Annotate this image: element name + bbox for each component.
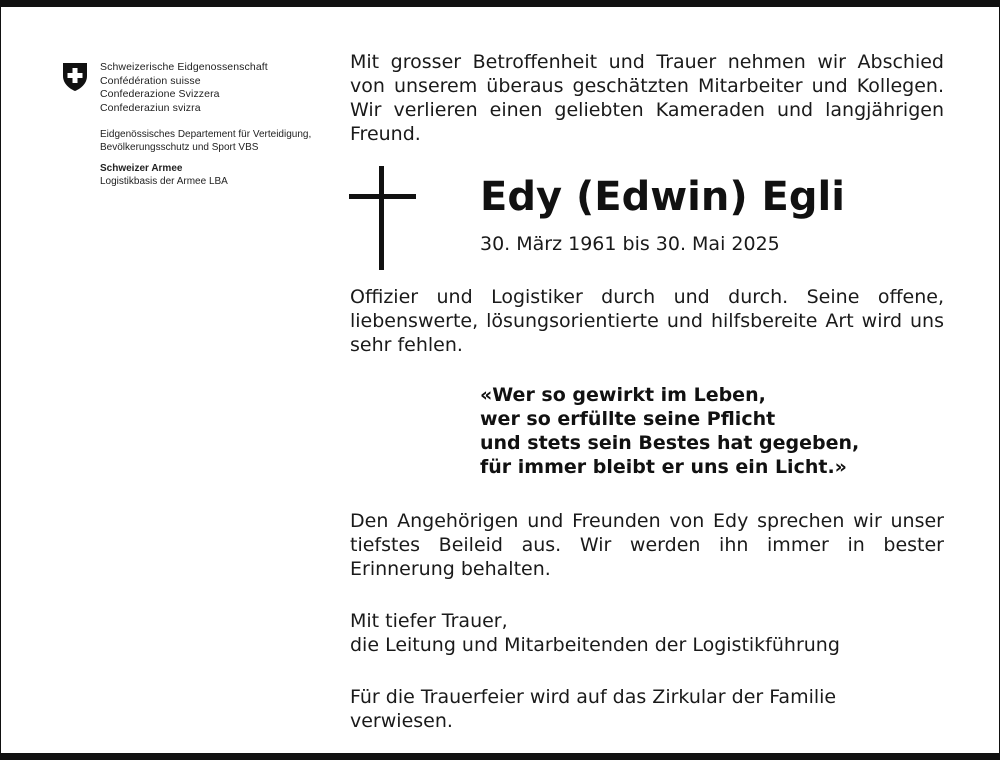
- funeral-note: Für die Trauerfeier wird auf das Zirkular der Familie verwiesen.: [350, 686, 837, 732]
- intro-paragraph: Mit grosser Betroffenheit und Trauer nehmen wir Abschied von unserem überaus geschätzten Mitarbeiter und Kollegen. Wir verlieren einen geliebten Kameraden und langjährigen Freund.: [350, 51, 944, 145]
- confederation-name-it: Confederazione Svizzera: [100, 88, 220, 100]
- confederation-name-rm: Confederaziun svizra: [100, 101, 201, 114]
- cross-icon: [349, 166, 417, 270]
- department-line-2: Bevölkerungsschutz und Sport VBS: [100, 141, 259, 153]
- closing-line-2: die Leitung und Mitarbeitenden der Logistikführung: [350, 634, 840, 656]
- deceased-name: Edy (Edwin) Egli: [480, 174, 845, 220]
- closing-line-1: Mit tiefer Trauer,: [350, 610, 508, 632]
- poem-line-2: wer so erfüllte seine Pflicht: [480, 408, 776, 430]
- poem-line-1: «Wer so gewirkt im Leben,: [480, 384, 766, 406]
- confederation-names: [100, 61, 268, 115]
- poem: [480, 383, 859, 479]
- tribute-paragraph: Offizier und Logistiker durch und durch. Seine offene, liebenswerte, lösungsorientierte und hilfsbereite Art wird uns sehr fehlen.: [350, 286, 944, 356]
- army-name: Schweizer Armee: [100, 163, 183, 174]
- closing-signature: [350, 609, 944, 657]
- department-name: [100, 129, 311, 154]
- poem-line-3: und stets sein Bestes hat gegeben,: [480, 432, 860, 454]
- department-line-1: Eidgenössisches Departement für Verteidigung,: [100, 129, 312, 140]
- army-unit: [100, 163, 228, 188]
- unit-name: Logistikbasis der Armee LBA: [100, 175, 228, 187]
- swiss-cross-shield-icon: [62, 62, 88, 92]
- life-dates: 30. März 1961 bis 30. Mai 2025: [480, 233, 780, 255]
- confederation-name-fr: Confédération suisse: [100, 74, 201, 87]
- confederation-name-de: Schweizerische Eidgenossenschaft: [100, 61, 268, 73]
- condolence-paragraph: Den Angehörigen und Freunden von Edy sprechen wir unser tiefstes Beileid aus. Wir werden ihn immer in bester Erinnerung behalten.: [350, 510, 944, 580]
- poem-line-4: für immer bleibt er uns ein Licht.»: [480, 456, 847, 478]
